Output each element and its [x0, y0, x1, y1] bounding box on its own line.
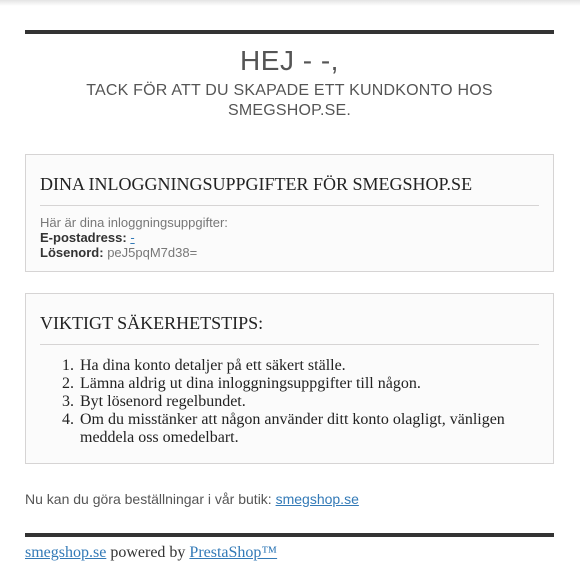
security-tip: 1. Ha dina konto detaljer på ett säkert ställe. — [78, 357, 539, 375]
credentials-title: DINA INLOGGNINGSUPPGIFTER FÖR SMEGSHOP.SE — [40, 155, 539, 206]
security-tip: 3. Byt lösenord regelbundet. — [78, 393, 539, 411]
security-tips-list — [40, 357, 539, 447]
credentials-details — [40, 215, 539, 260]
security-panel — [25, 293, 554, 464]
bottom-divider — [25, 533, 554, 537]
security-title: VIKTIGT SÄKERHETSTIPS: — [40, 294, 539, 345]
shop-message-text: Nu kan du göra beställningar i vår butik: — [25, 491, 272, 507]
top-shadow — [0, 0, 580, 6]
email-row — [40, 230, 539, 245]
shop-link[interactable]: smegshop.se — [275, 491, 359, 507]
credentials-panel — [25, 154, 554, 272]
prestashop-link[interactable]: PrestaShop™ — [189, 544, 278, 561]
password-row — [40, 245, 539, 260]
security-tip: 2. Lämna aldrig ut dina inloggningsuppgifter till någon. — [78, 375, 539, 393]
footer — [25, 544, 554, 562]
password-label: Lösenord: — [40, 245, 104, 260]
security-tip: 4. Om du misstänker att någon använder ditt konto olagligt, vänligen meddela oss omedelbart. — [78, 411, 539, 447]
email-label: E-postadress: — [40, 230, 127, 245]
shop-message — [25, 491, 554, 507]
greeting-heading: HEJ - -, — [240, 45, 339, 76]
credentials-intro: Här är dina inloggningsuppgifter: — [40, 215, 228, 230]
email-body — [25, 30, 554, 562]
email-link[interactable]: - — [130, 230, 135, 245]
top-divider — [25, 30, 554, 34]
password-value: peJ5pqM7d38= — [107, 245, 198, 260]
footer-shop-link[interactable]: smegshop.se — [25, 544, 107, 561]
thanks-subheading: TACK FÖR ATT DU SKAPADE ETT KUNDKONTO HOS SMEGSHOP.SE. — [86, 82, 493, 119]
powered-by-text: powered by — [110, 544, 186, 561]
